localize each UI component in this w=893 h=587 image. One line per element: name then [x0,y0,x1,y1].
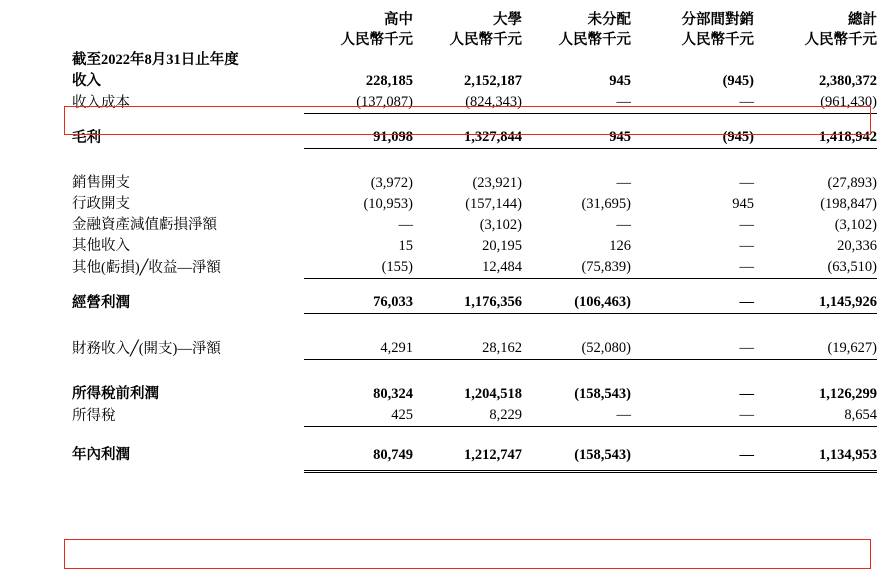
row-label-other-losses-gains-net: 其他(虧損)╱收益—淨額 [72,259,221,276]
table-header-row-1 [72,10,877,30]
column-header-unallocated: 未分配 [587,12,631,28]
table-row [72,405,877,427]
cell-other-income-senior-high: 15 [398,238,413,254]
table-row [72,236,877,257]
cell-admin-elimination: 945 [732,196,754,212]
cell-profit-year-unallocated: (158,543) [574,447,631,463]
column-header-senior-high: 高中 [384,12,413,28]
cell-income-tax-elimination: — [739,407,754,423]
table-row [72,257,877,279]
column-unit-total: 人民幣千元 [804,32,877,48]
segment-results-table [72,10,877,473]
column-header-intersegment-elimination: 分部間對銷 [681,12,754,28]
cell-revenue-university: 2,152,187 [464,73,522,89]
spacer-row [72,364,877,384]
cell-other-income-university: 20,195 [482,238,522,254]
cell-other-gains-senior-high: (155) [381,259,413,275]
cell-other-income-total: 20,336 [837,238,877,254]
cell-operating-profit-elimination: — [739,294,754,310]
column-header-total: 總計 [848,12,877,28]
rule-cell [413,466,522,472]
spacer-cell [72,318,877,338]
row-label-selling-expenses: 銷售開支 [72,175,130,191]
cell-gross-profit-university: 1,327,844 [464,129,522,145]
spacer-row [72,118,877,127]
row-label-revenue: 收入 [72,73,101,89]
cell-profit-year-total: 1,134,953 [819,447,877,463]
cell-finance-unallocated: (52,080) [581,340,631,356]
cell-profit-year-elimination: — [739,447,754,463]
row-label-profit-for-the-year: 年內利潤 [72,447,130,463]
row-label-income-tax: 所得稅 [72,407,116,424]
cell-other-gains-unallocated: (75,839) [581,259,631,275]
rule-cell [631,466,754,472]
cell-impairment-elimination: — [739,217,754,233]
cell-impairment-senior-high: — [398,217,413,233]
cell-revenue-unallocated: 945 [609,73,631,89]
cell-gross-profit-senior-high: 91,098 [373,129,413,145]
cell-cost-university: (824,343) [465,94,522,110]
cell-revenue-senior-high: 228,185 [365,73,413,89]
rule-cell [754,466,877,472]
cell-finance-university: 28,162 [482,340,522,356]
cell-other-income-unallocated: 126 [609,238,631,254]
row-label-finance-income-expenses-net: 財務收入╱(開支)—淨額 [72,340,221,357]
cell-selling-total: (27,893) [827,175,877,191]
table-row [72,173,877,194]
spacer-row [72,466,877,472]
cell-cost-elimination: — [739,94,754,110]
table-row [72,384,877,405]
cell-other-gains-total: (63,510) [827,259,877,275]
cell-impairment-unallocated: — [616,217,631,233]
table-row [72,127,877,149]
cell-profit-before-tax-senior-high: 80,324 [373,386,413,402]
cell-income-tax-unallocated: — [616,407,631,423]
cell-cost-senior-high: (137,087) [356,94,413,110]
cell-other-income-elimination: — [739,238,754,254]
spacer-cell [72,283,877,292]
spacer-cell [72,466,304,472]
cell-impairment-university: (3,102) [479,217,522,233]
cell-selling-elimination: — [739,175,754,191]
period-label: 截至2022年8月31日止年度 [72,52,239,68]
cell-profit-before-tax-total: 1,126,299 [819,386,877,402]
cell-revenue-total: 2,380,372 [819,73,877,89]
header-blank-cell [72,10,304,30]
cell-profit-before-tax-unallocated: (158,543) [574,386,631,402]
table-row [72,215,877,236]
cell-operating-profit-senior-high: 76,033 [373,294,413,310]
cell-admin-university: (157,144) [465,196,522,212]
rule-cell [304,466,413,472]
spacer-cell [72,118,877,127]
spacer-row [72,431,877,445]
table-row [72,194,877,215]
cell-operating-profit-unallocated: (106,463) [574,294,631,310]
cell-income-tax-university: 8,229 [489,407,522,423]
column-header-university: 大學 [493,12,522,28]
cell-operating-profit-total: 1,145,926 [819,294,877,310]
table-row [72,445,877,466]
cell-other-gains-university: 12,484 [482,259,522,275]
cell-impairment-total: (3,102) [834,217,877,233]
column-unit-intersegment-elimination: 人民幣千元 [681,32,754,48]
spacer-row [72,318,877,338]
cell-selling-university: (23,921) [472,175,522,191]
spacer-cell [72,431,877,445]
column-unit-university: 人民幣千元 [449,32,522,48]
cell-gross-profit-unallocated: 945 [609,129,631,145]
header-unit-blank-cell [72,30,304,50]
row-label-cost-of-revenue: 收入成本 [72,94,130,111]
table-header-row-2 [72,30,877,50]
cell-operating-profit-university: 1,176,356 [464,294,522,310]
row-label-other-income: 其他收入 [72,238,130,254]
cell-gross-profit-elimination: (945) [722,129,754,145]
cell-profit-before-tax-university: 1,204,518 [464,386,522,402]
cell-profit-year-university: 1,212,747 [464,447,522,463]
spacer-cell [72,364,877,384]
spacer-row [72,283,877,292]
row-label-impairment-financial-assets: 金融資產減值虧損淨額 [72,217,217,233]
cell-income-tax-senior-high: 425 [391,407,413,423]
rule-cell [522,466,631,472]
cell-income-tax-total: 8,654 [844,407,877,423]
cell-revenue-elimination: (945) [722,73,754,89]
row-label-profit-before-tax: 所得稅前利潤 [72,386,159,402]
cell-cost-total: (961,430) [820,94,877,110]
cell-admin-unallocated: (31,695) [581,196,631,212]
column-unit-unallocated: 人民幣千元 [558,32,631,48]
table-row [72,71,877,92]
cell-cost-unallocated: — [616,94,631,110]
cell-admin-total: (198,847) [820,196,877,212]
cell-admin-senior-high: (10,953) [363,196,413,212]
column-unit-senior-high: 人民幣千元 [340,32,413,48]
table-row [72,92,877,114]
cell-selling-unallocated: — [616,175,631,191]
cell-profit-year-senior-high: 80,749 [373,447,413,463]
spacer-row [72,153,877,173]
table-row [72,338,877,360]
cell-gross-profit-total: 1,418,942 [819,129,877,145]
row-label-gross-profit: 毛利 [72,129,101,146]
table-row [72,292,877,314]
spacer-cell [72,153,877,173]
period-label-row [72,50,877,71]
cell-profit-before-tax-elimination: — [739,386,754,402]
row-label-admin-expenses: 行政開支 [72,196,130,212]
highlight-box-profit-for-the-year-row [64,539,871,569]
cell-other-gains-elimination: — [739,259,754,275]
cell-finance-senior-high: 4,291 [380,340,413,356]
cell-selling-senior-high: (3,972) [370,175,413,191]
row-label-operating-profit: 經營利潤 [72,294,130,311]
cell-finance-total: (19,627) [827,340,877,356]
cell-finance-elimination: — [739,340,754,356]
